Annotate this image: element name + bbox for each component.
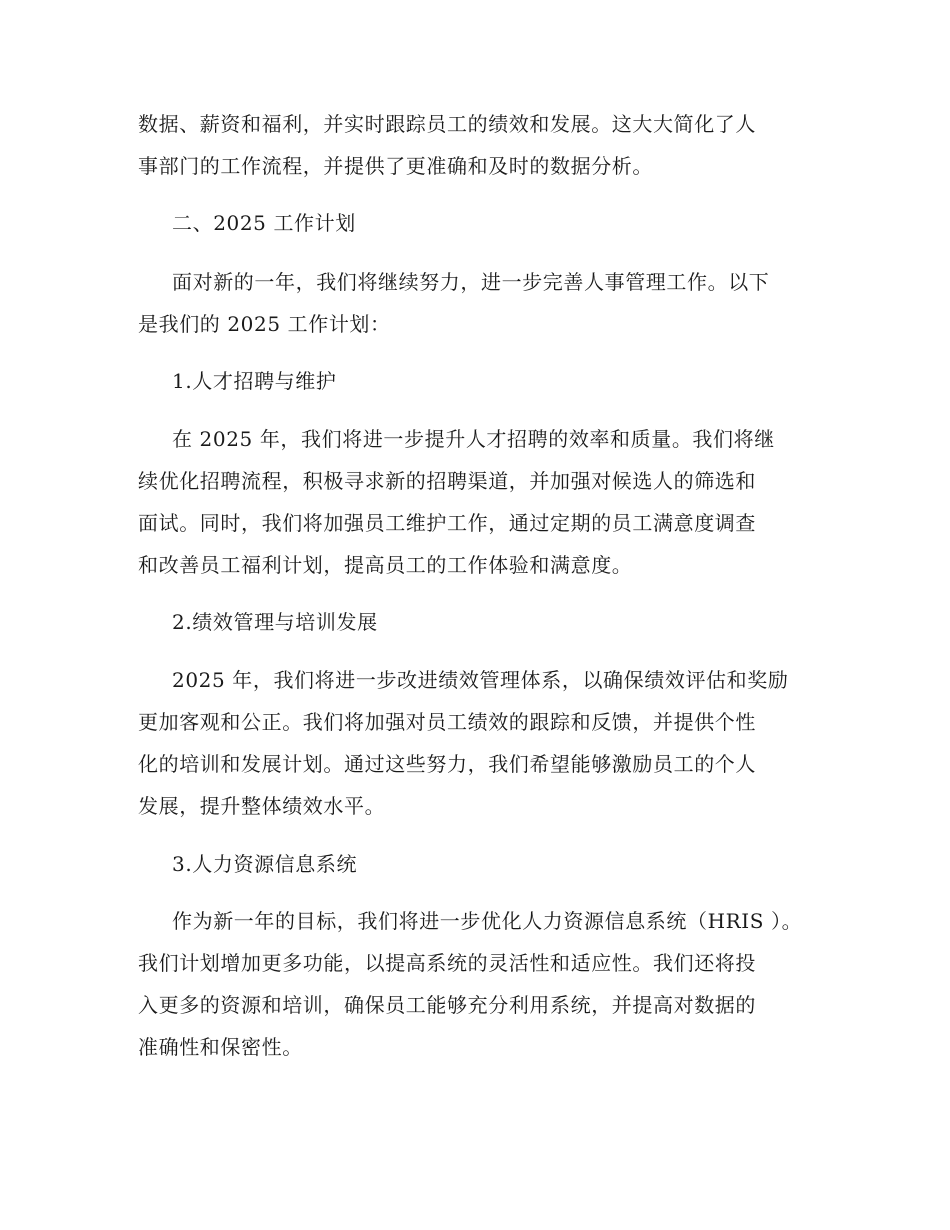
text-line: 入更多的资源和培训，确保员工能够充分利用系统，并提高对数据的: [138, 993, 756, 1017]
text-line: 面对新的一年，我们将继续努力，进一步完善人事管理工作。以下: [172, 270, 770, 294]
item-2-heading: 2.绩效管理与培训发展: [172, 610, 378, 634]
item-3-heading: 3.人力资源信息系统: [172, 852, 358, 876]
text-line: 续优化招聘流程，积极寻求新的招聘渠道，并加强对候选人的筛选和: [138, 469, 756, 493]
text-line: 发展，提升整体绩效水平。: [138, 794, 386, 818]
text-line: 准确性和保密性。: [138, 1035, 303, 1059]
text-line: 我们计划增加更多功能，以提高系统的灵活性和适应性。我们还将投: [138, 951, 756, 975]
text-line: 更加客观和公正。我们将加强对员工绩效的跟踪和反馈，并提供个性: [138, 710, 756, 734]
section-2-heading: 二、2025 工作计划: [172, 211, 356, 235]
item-1-heading: 1.人才招聘与维护: [172, 369, 337, 393]
text-line: 和改善员工福利计划，提高员工的工作体验和满意度。: [138, 553, 633, 577]
text-line: 是我们的 2025 工作计划：: [138, 312, 391, 336]
text-line: 事部门的工作流程，并提供了更准确和及时的数据分析。: [138, 154, 653, 178]
text-line: 数据、薪资和福利，并实时跟踪员工的绩效和发展。这大大简化了人: [138, 112, 756, 136]
text-line: 在 2025 年，我们将进一步提升人才招聘的效率和质量。我们将继: [172, 427, 775, 451]
text-line: 化的培训和发展计划。通过这些努力，我们希望能够激励员工的个人: [138, 752, 756, 776]
text-line: 2025 年，我们将进一步改进绩效管理体系，以确保绩效评估和奖励: [172, 668, 789, 692]
text-line: 作为新一年的目标，我们将进一步优化人力资源信息系统（HRIS ）。: [172, 909, 803, 933]
text-line: 面试。同时，我们将加强员工维护工作，通过定期的员工满意度调查: [138, 511, 756, 535]
